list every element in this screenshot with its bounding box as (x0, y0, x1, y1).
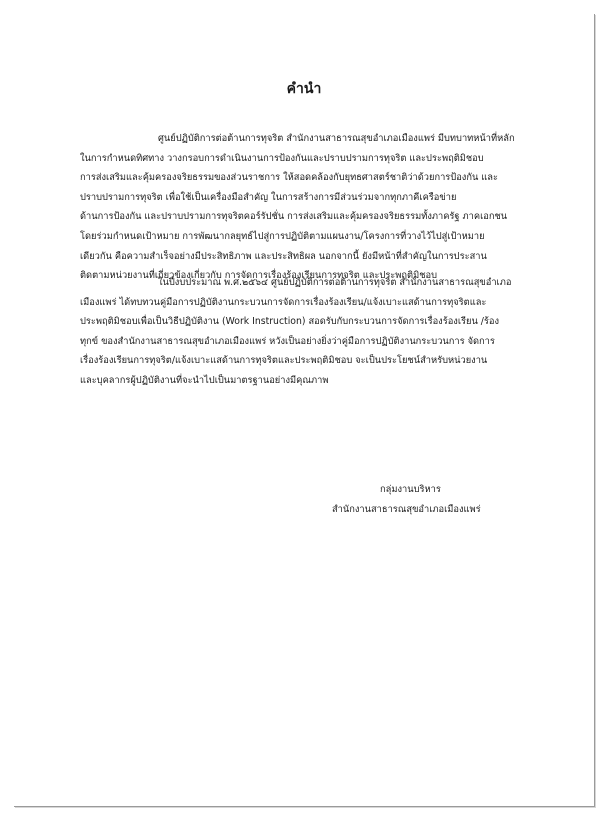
paragraph-line: เรื่องร้องเรียนการทุจริต/แจ้งเบาะแสด้านการทุจริตและประพฤติมิชอบ จะเป็นประโยชน์สำหรับหน่วยงาน (80, 355, 488, 367)
preface-paragraph-2 (80, 273, 550, 391)
paragraph-line: ศูนย์ปฏิบัติการต่อต้านการทุจริต สำนักงานสาธารณสุขอำเภอเมืองแพร่ มีบทบาทหน้าที่หลัก (158, 133, 515, 144)
paragraph-line: ทุกข์ ของสำนักงานสาธารณสุขอำเภอเมืองแพร่ หวังเป็นอย่างยิ่งว่าคู่มือการปฏิบัติงานกระบวนการ จัดการ (80, 335, 495, 347)
paragraph-line: เมืองแพร่ ได้ทบทวนคู่มือการปฏิบัติงานกระบวนการจัดการเรื่องร้องเรียน/แจ้งเบาะแสด้านการทุจริตและ (80, 296, 487, 308)
paragraph-line: โดยร่วมกำหนดเป้าหมาย การพัฒนากลยุทธ์ไปสู่การปฏิบัติตามแผนงาน/โครงการที่วางไว้ไปสู่เป้าหมาย (80, 230, 485, 242)
paragraph-line: ติดตามหน่วยงานที่เกี่ยวข้องเกี่ยวกับ การจัดการเรื่องร้องเรียนการทุจริต และประพฤติมิชอบ (80, 270, 438, 282)
paragraph-line: และบุคลากรผู้ปฏิบัติงานที่จะนำไปเป็นมาตรฐานอย่างมีคุณภาพ (80, 374, 329, 386)
paragraph-line: การส่งเสริมและคุ้มครองจริยธรรมของส่วนราชการ ให้สอดคล้องกับยุทธศาสตร์ชาติว่าด้วยการป้องกัน และ (80, 172, 498, 184)
paragraph-line: ในการกำหนดทิศทาง วางกรอบการดำเนินงานการป้องกันและปราบปรามการทุจริต และประพฤติมิชอบ (80, 152, 484, 164)
paragraph-line: ปราบปรามการทุจริต เพื่อใช้เป็นเครื่องมือสำคัญ ในการสร้างการมีส่วนร่วมจากทุกภาคีเครือข่าย (80, 191, 457, 203)
document-page (14, 14, 595, 807)
signature-office: สำนักงานสาธารณสุขอำเภอเมืองแพร่ (332, 504, 481, 515)
paragraph-line: ในปีงบประมาณ พ.ศ.๒๕๖๔ ศูนย์ปฏิบัติการต่อต้านการทุจริต สำนักงานสาธารณสุขอำเภอ (158, 277, 512, 288)
paragraph-line: ประพฤติมิชอบเพื่อเป็นวิธีปฏิบัติงาน (Work Instruction) สอดรับกับกระบวนการจัดการเรื่องร้องเรียน /ร้อง (80, 316, 500, 328)
paragraph-line: เดียวกัน คือความสำเร็จอย่างมีประสิทธิภาพ และประสิทธิผล นอกจากนี้ ยังมีหน้าที่สำคัญในการประสาน (80, 250, 487, 262)
page-title: คำนำ (286, 81, 322, 97)
signature-block (332, 480, 572, 520)
preface-paragraph-1 (80, 129, 550, 286)
signature-group: กลุ่มงานบริหาร (380, 484, 441, 495)
paragraph-line: ด้านการป้องกัน และปราบปรามการทุจริตคอร์รัปชั่น การส่งเสริมและคุ้มครองจริยธรรมทั้งภาครัฐ ภาคเอกชน (80, 211, 508, 223)
